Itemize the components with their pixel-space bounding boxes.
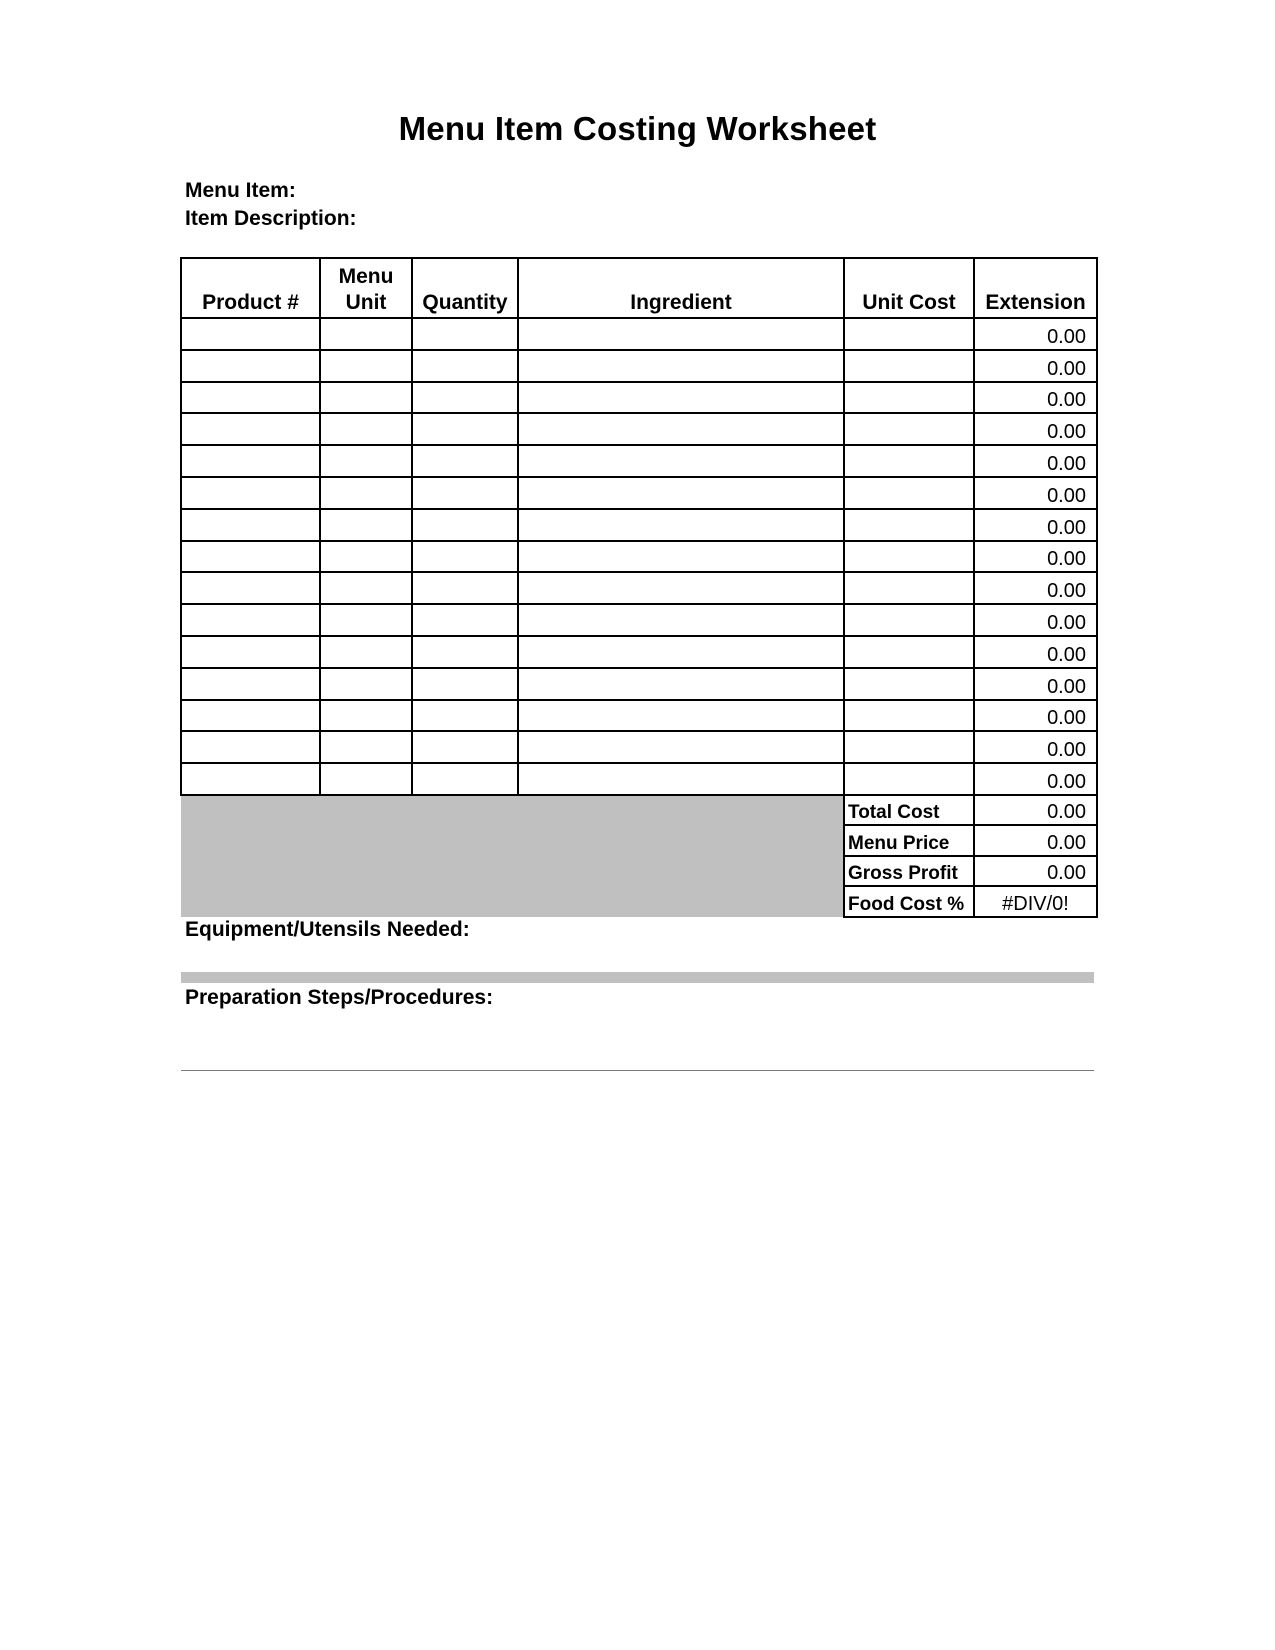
quantity-cell[interactable] bbox=[412, 763, 518, 795]
menu-unit-cell[interactable] bbox=[320, 700, 412, 732]
gray-divider-bar bbox=[181, 972, 1094, 983]
quantity-cell[interactable] bbox=[412, 636, 518, 668]
header-menu-unit: Menu Unit bbox=[320, 258, 412, 318]
unit-cost-cell[interactable] bbox=[844, 731, 974, 763]
extension-cell[interactable]: 0.00 bbox=[974, 731, 1097, 763]
summary-value[interactable]: 0.00 bbox=[974, 795, 1097, 826]
extension-cell[interactable]: 0.00 bbox=[974, 700, 1097, 732]
quantity-cell[interactable] bbox=[412, 382, 518, 414]
summary-label: Gross Profit bbox=[844, 856, 974, 887]
unit-cost-cell[interactable] bbox=[844, 445, 974, 477]
table-row bbox=[181, 350, 1097, 382]
ingredient-cell[interactable] bbox=[518, 763, 844, 795]
ingredient-cell[interactable] bbox=[518, 700, 844, 732]
unit-cost-cell[interactable] bbox=[844, 382, 974, 414]
extension-cell[interactable]: 0.00 bbox=[974, 413, 1097, 445]
ingredient-cell[interactable] bbox=[518, 477, 844, 509]
extension-cell[interactable]: 0.00 bbox=[974, 350, 1097, 382]
unit-cost-cell[interactable] bbox=[844, 477, 974, 509]
header-product: Product # bbox=[181, 258, 320, 318]
unit-cost-cell[interactable] bbox=[844, 700, 974, 732]
summary-row-total-cost bbox=[181, 795, 1097, 826]
product-cell[interactable] bbox=[181, 541, 320, 573]
product-cell[interactable] bbox=[181, 382, 320, 414]
extension-cell[interactable]: 0.00 bbox=[974, 509, 1097, 541]
menu-unit-cell[interactable] bbox=[320, 445, 412, 477]
menu-unit-cell[interactable] bbox=[320, 413, 412, 445]
extension-cell[interactable]: 0.00 bbox=[974, 668, 1097, 700]
table-row bbox=[181, 668, 1097, 700]
product-cell[interactable] bbox=[181, 350, 320, 382]
unit-cost-cell[interactable] bbox=[844, 350, 974, 382]
menu-unit-cell[interactable] bbox=[320, 731, 412, 763]
ingredient-cell[interactable] bbox=[518, 572, 844, 604]
menu-unit-cell[interactable] bbox=[320, 604, 412, 636]
unit-cost-cell[interactable] bbox=[844, 509, 974, 541]
ingredient-cell[interactable] bbox=[518, 668, 844, 700]
unit-cost-cell[interactable] bbox=[844, 604, 974, 636]
quantity-cell[interactable] bbox=[412, 445, 518, 477]
ingredient-cell[interactable] bbox=[518, 445, 844, 477]
extension-cell[interactable]: 0.00 bbox=[974, 477, 1097, 509]
table-row bbox=[181, 318, 1097, 350]
product-cell[interactable] bbox=[181, 318, 320, 350]
menu-unit-cell[interactable] bbox=[320, 382, 412, 414]
product-cell[interactable] bbox=[181, 700, 320, 732]
quantity-cell[interactable] bbox=[412, 572, 518, 604]
product-cell[interactable] bbox=[181, 413, 320, 445]
ingredient-cell[interactable] bbox=[518, 318, 844, 350]
ingredient-cell[interactable] bbox=[518, 604, 844, 636]
header-quantity: Quantity bbox=[412, 258, 518, 318]
extension-cell[interactable]: 0.00 bbox=[974, 636, 1097, 668]
table-row bbox=[181, 445, 1097, 477]
menu-unit-cell[interactable] bbox=[320, 350, 412, 382]
extension-cell[interactable]: 0.00 bbox=[974, 763, 1097, 795]
ingredient-cell[interactable] bbox=[518, 636, 844, 668]
header-unit-cost: Unit Cost bbox=[844, 258, 974, 318]
product-cell[interactable] bbox=[181, 509, 320, 541]
menu-unit-cell[interactable] bbox=[320, 318, 412, 350]
menu-unit-cell[interactable] bbox=[320, 541, 412, 573]
extension-cell[interactable]: 0.00 bbox=[974, 318, 1097, 350]
extension-cell[interactable]: 0.00 bbox=[974, 572, 1097, 604]
quantity-cell[interactable] bbox=[412, 700, 518, 732]
table-row bbox=[181, 541, 1097, 573]
summary-label: Menu Price bbox=[844, 825, 974, 856]
page-title: Menu Item Costing Worksheet bbox=[398, 110, 877, 147]
summary-value[interactable]: 0.00 bbox=[974, 825, 1097, 856]
quantity-cell[interactable] bbox=[412, 604, 518, 636]
unit-cost-cell[interactable] bbox=[844, 541, 974, 573]
quantity-cell[interactable] bbox=[412, 668, 518, 700]
product-cell[interactable] bbox=[181, 477, 320, 509]
preparation-label: Preparation Steps/Procedures: bbox=[185, 986, 494, 1009]
header-row bbox=[181, 258, 1097, 318]
quantity-cell[interactable] bbox=[412, 509, 518, 541]
summary-label: Total Cost bbox=[844, 795, 974, 826]
product-cell[interactable] bbox=[181, 572, 320, 604]
quantity-cell[interactable] bbox=[412, 318, 518, 350]
menu-unit-cell[interactable] bbox=[320, 668, 412, 700]
item-description-label: Item Description: bbox=[185, 207, 357, 230]
unit-cost-cell[interactable] bbox=[844, 636, 974, 668]
table-row bbox=[181, 763, 1097, 795]
product-cell[interactable] bbox=[181, 636, 320, 668]
extension-cell[interactable]: 0.00 bbox=[974, 382, 1097, 414]
unit-cost-cell[interactable] bbox=[844, 763, 974, 795]
costing-table bbox=[180, 257, 1098, 918]
product-cell[interactable] bbox=[181, 604, 320, 636]
product-cell[interactable] bbox=[181, 668, 320, 700]
header-ingredient: Ingredient bbox=[518, 258, 844, 318]
menu-unit-cell[interactable] bbox=[320, 763, 412, 795]
quantity-cell[interactable] bbox=[412, 477, 518, 509]
table-row bbox=[181, 477, 1097, 509]
quantity-cell[interactable] bbox=[412, 731, 518, 763]
equipment-label: Equipment/Utensils Needed: bbox=[185, 918, 470, 941]
product-cell[interactable] bbox=[181, 763, 320, 795]
unit-cost-cell[interactable] bbox=[844, 668, 974, 700]
summary-value[interactable]: 0.00 bbox=[974, 856, 1097, 887]
unit-cost-cell[interactable] bbox=[844, 318, 974, 350]
product-cell[interactable] bbox=[181, 445, 320, 477]
table-row bbox=[181, 636, 1097, 668]
summary-value[interactable]: #DIV/0! bbox=[974, 886, 1097, 917]
extension-cell[interactable]: 0.00 bbox=[974, 604, 1097, 636]
ingredient-cell[interactable] bbox=[518, 350, 844, 382]
bottom-rule bbox=[181, 1070, 1094, 1071]
table-row bbox=[181, 572, 1097, 604]
table-row bbox=[181, 604, 1097, 636]
table-row bbox=[181, 382, 1097, 414]
table-row bbox=[181, 509, 1097, 541]
ingredient-cell[interactable] bbox=[518, 541, 844, 573]
menu-unit-cell[interactable] bbox=[320, 572, 412, 604]
quantity-cell[interactable] bbox=[412, 413, 518, 445]
ingredient-cell[interactable] bbox=[518, 382, 844, 414]
menu-unit-cell[interactable] bbox=[320, 636, 412, 668]
menu-unit-cell[interactable] bbox=[320, 509, 412, 541]
unit-cost-cell[interactable] bbox=[844, 572, 974, 604]
menu-item-label: Menu Item: bbox=[185, 179, 296, 202]
summary-label: Food Cost % bbox=[844, 886, 974, 917]
ingredient-cell[interactable] bbox=[518, 509, 844, 541]
quantity-cell[interactable] bbox=[412, 541, 518, 573]
table-row bbox=[181, 731, 1097, 763]
header-extension: Extension bbox=[974, 258, 1097, 318]
menu-unit-cell[interactable] bbox=[320, 477, 412, 509]
unit-cost-cell[interactable] bbox=[844, 413, 974, 445]
extension-cell[interactable]: 0.00 bbox=[974, 541, 1097, 573]
product-cell[interactable] bbox=[181, 731, 320, 763]
ingredient-cell[interactable] bbox=[518, 413, 844, 445]
ingredient-cell[interactable] bbox=[518, 731, 844, 763]
table-row bbox=[181, 413, 1097, 445]
gray-filler-block bbox=[181, 795, 844, 917]
quantity-cell[interactable] bbox=[412, 350, 518, 382]
extension-cell[interactable]: 0.00 bbox=[974, 445, 1097, 477]
table-row bbox=[181, 700, 1097, 732]
